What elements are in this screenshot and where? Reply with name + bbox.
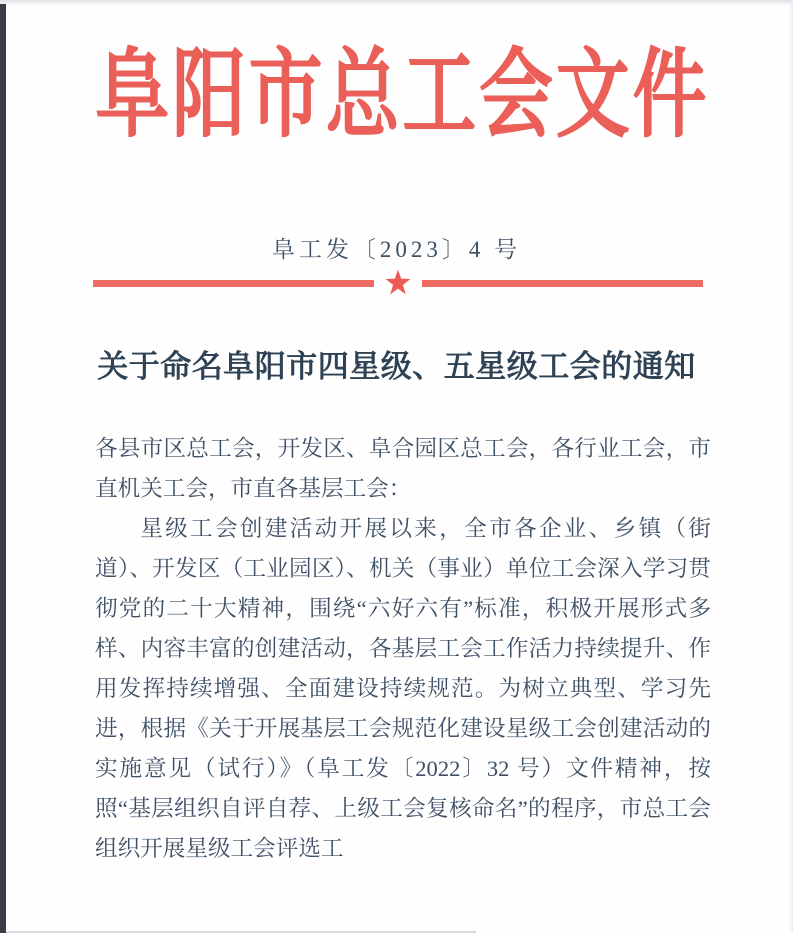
letterhead-title: 阜阳市总工会文件 [95,42,710,149]
divider-line-right [422,280,703,287]
scan-edge-left [0,4,6,933]
letterhead-divider [93,268,703,298]
scan-edge-top [0,0,793,6]
scan-edge-right [789,0,793,933]
document-body [95,429,711,869]
divider-line-left [93,280,374,287]
red-star-icon [385,270,411,297]
document-number: 阜工发〔2023〕4 号 [271,237,522,262]
recipients-line: 各县市区总工会，开发区、阜合园区总工会，各行业工会，市直机关工会，市直各基层工会： [95,436,711,501]
body-paragraph: 星级工会创建活动开展以来，全市各企业、乡镇（街道）、开发区（工业园区）、机关（事业）单位工会深入学习贯彻党的二十大精神，围绕“六好六有”标准，积极开展形式多样、内容丰富的创建活动，各基层工会工作活力持续提升、作用发挥持续增强、全面建设持续规范。为树立典型、学习先进，根据《关于开展基层工会规范化建设星级工会创建活动的实施意见（试行）》（阜工发〔2022〕32 号）文件精神，按照“基层组织自评自荐、上级工会复核命名”的程序，市总工会组织开展星级工会评选工 [95,516,711,861]
document-title: 关于命名阜阳市四星级、五星级工会的通知 [97,349,696,384]
